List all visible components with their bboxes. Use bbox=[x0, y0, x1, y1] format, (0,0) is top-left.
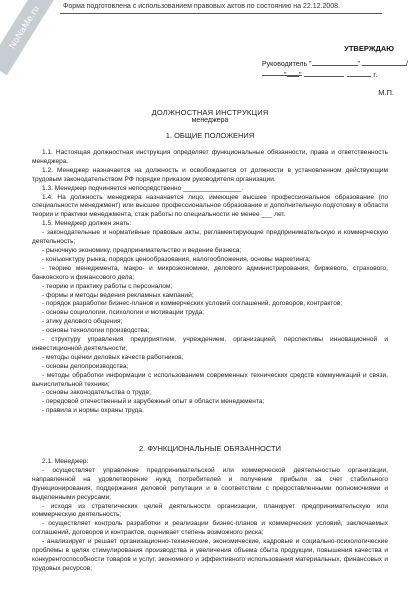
list-item: - рыночную экономику, предпринимательство и ведение бизнеса; bbox=[42, 246, 242, 254]
document-subtitle: менеджера bbox=[191, 117, 229, 124]
paragraph: 1.4. На должность менеджера назначается лицо, имеющее высшее профессиональное образование (по специальности менеджмент) или высшее профессиональное образование и дополнительную подготовку в области теории и практики менеджмента, стаж работы по специальности не менее ___ лет. bbox=[32, 193, 388, 219]
month-blank bbox=[304, 70, 344, 77]
section-2-body bbox=[32, 458, 388, 574]
list-item: - передовой отечественный и зарубежный опыт в области менеджмента; bbox=[42, 398, 265, 406]
form-notice: Форма подготовлена с использованием правовых актов по состоянию на 22.12.2008. bbox=[63, 3, 340, 10]
head-label: Руководитель " bbox=[262, 61, 312, 68]
paragraph: 1.5. Менеджер должен знать: bbox=[42, 220, 132, 228]
list-item: - методы обработки информации с использованием современных технических средств коммуникаций и связи, вычислительной техники; bbox=[32, 371, 388, 388]
org-name-blank bbox=[312, 58, 358, 66]
list-item: - осуществляет контроль разработки и реализации бизнес-планов и коммерческих условий, заключаемых соглашений, договоров и контрактов, оценивает степень возможного риска; bbox=[32, 520, 388, 537]
list-item: - теорию менеджмента, макро- и микроэкономики, делового администрирования, биржевого, страхового, банковского и финансового дела; bbox=[32, 264, 388, 281]
list-item: - методы оценки деловых качеств работников; bbox=[42, 353, 184, 361]
signature-blank bbox=[362, 58, 406, 66]
section-1-body bbox=[32, 149, 388, 416]
approval-date-line: " " г. bbox=[284, 72, 379, 79]
notice-divider bbox=[60, 13, 382, 14]
list-item: - основы законодательства о труде; bbox=[42, 389, 151, 397]
list-item: - формы и методы ведения рекламных кампаний; bbox=[42, 291, 194, 299]
day-blank bbox=[287, 70, 299, 77]
paragraph: 1.2. Менеджер назначается на должность и освобождается от должности в установленном действующим трудовым законодательством РФ порядке приказом руководителя организации. bbox=[32, 166, 388, 183]
list-item: - исходя из стратегических целей деятельности организации, планирует предпринимательскую или коммерческую деятельность; bbox=[32, 502, 388, 519]
list-item: - анализирует и решает организационно-технические, экономические, кадровые и социально-психологические проблемы в целях стимулирования производства и увеличения объема сбыта продукции, повышения качества и конкурентоспособности товаров и услуг, экономного и эффективного использования материальных, финансовых и трудовых ресурсов; bbox=[32, 538, 388, 572]
list-item: - осуществляет управление предпринимательской или коммерческой деятельностью организации, направленной на удовлетворение нужд потребителей и получение прибыли за счет стабильного функционирования, поддержания деловой репутации и в соответствии с предоставленными полномочиями и выделенными ресурсами; bbox=[32, 466, 388, 501]
list-item: - основы социологии, психологии и мотивации труда; bbox=[42, 309, 205, 317]
slash: / bbox=[405, 61, 408, 68]
stamp-place: М.П. bbox=[378, 88, 394, 97]
year-suffix: г. bbox=[373, 72, 379, 79]
list-item: - структуру управления предприятием, учреждением, организацией, перспективы инновационной и инвестиционной деятельности; bbox=[32, 336, 388, 352]
watermark: NoNaMe.ru bbox=[0, 0, 60, 75]
paragraph: 1.3. Менеджер подчиняется непосредственно ________________. bbox=[42, 184, 244, 192]
document-title: ДОЛЖНОСТНАЯ ИНСТРУКЦИЯ bbox=[151, 108, 269, 117]
quote-close: " bbox=[357, 61, 361, 68]
list-item: - теорию и практику работы с персоналом; bbox=[42, 282, 173, 290]
section-1-heading: 1. ОБЩИЕ ПОЛОЖЕНИЯ bbox=[165, 131, 255, 140]
paragraph: 1.1. Настоящая должностная инструкция определяет функциональные обязанности, права и ответственность менеджера. bbox=[32, 149, 388, 165]
year-blank bbox=[347, 70, 371, 77]
paragraph: 2.1. Менеджер: bbox=[42, 458, 89, 465]
list-item: - этику делового общения; bbox=[42, 318, 123, 326]
approval-heading: УТВЕРЖДАЮ bbox=[344, 44, 394, 53]
list-item: - правила и нормы охраны труда. bbox=[42, 407, 144, 415]
list-item: - основы делопроизводства; bbox=[42, 362, 129, 370]
list-item: - порядок разработки бизнес-планов и коммерческих условий соглашений, договоров, контрактов; bbox=[42, 300, 343, 308]
list-item: - конъюнктуру рынка, порядок ценообразования, налогообложения, основы маркетинга; bbox=[42, 255, 311, 263]
list-item: - законодательные и нормативные правовые акты, регламентирующие предпринимательскую и коммерческую деятельность; bbox=[32, 229, 388, 246]
section-2-heading: 2. ФУНКЦИОНАЛЬНЫЕ ОБЯЗАННОСТИ bbox=[138, 444, 282, 453]
list-item: - основы технологии производства; bbox=[42, 327, 150, 335]
